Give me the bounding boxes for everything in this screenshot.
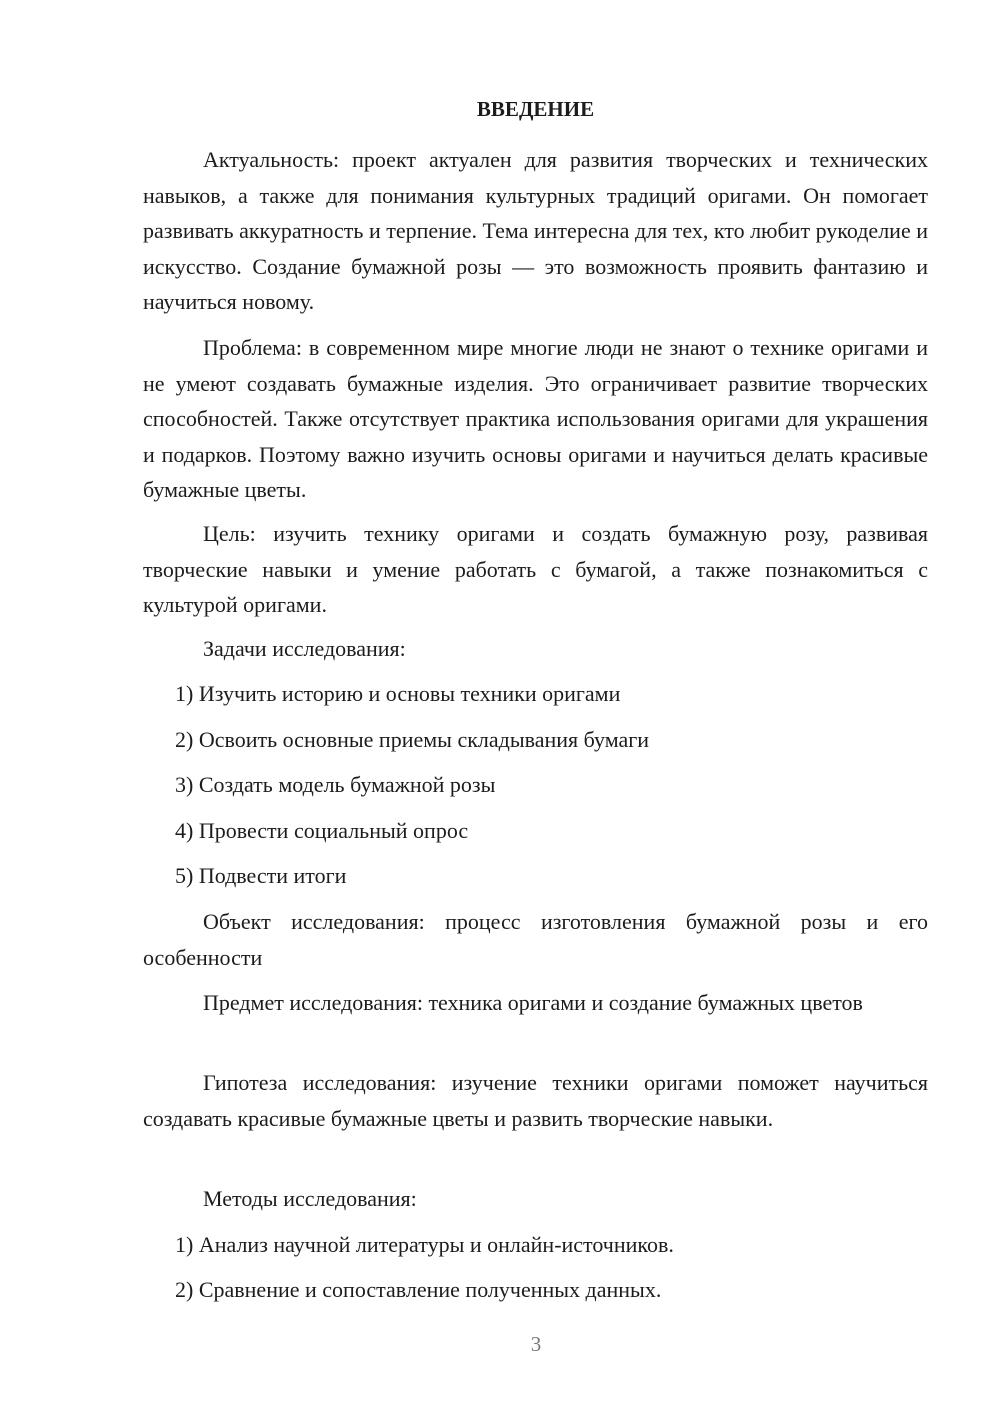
method-item: 2) Сравнение и сопоставление полученных данных. — [175, 1277, 662, 1302]
page-number: 3 — [530, 1332, 542, 1356]
task-item: 4) Провести социальный опрос — [175, 818, 469, 843]
methods-label: Методы исследования: — [203, 1186, 417, 1211]
task-item: 5) Подвести итоги — [175, 863, 347, 888]
tasks-label: Задачи исследования: — [203, 636, 406, 661]
page-title: ВВЕДЕНИЕ — [476, 97, 595, 121]
task-item: 2) Освоить основные приемы складывания бумаги — [175, 727, 650, 752]
task-item: 3) Создать модель бумажной розы — [175, 772, 496, 797]
relevance-paragraph: Актуальность: проект актуален для развития творческих и технических навыков, а также для понимания культурных традиций оригами. Он помогает развивать аккуратность и терпение. Тема интересна для тех, кто любит рукоделие и искусство. Создание бумажной розы — это возможность проявить фантазию и научиться новому. — [143, 147, 928, 314]
problem-paragraph: Проблема: в современном мире многие люди не знают о технике оригами и не умеют создавать бумажные изделия. Это ограничивает развитие творческих способностей. Также отсутствует практика использования оригами для украшения и подарков. Поэтому важно изучить основы оригами и научиться делать красивые бумажные цветы. — [143, 335, 928, 502]
hypothesis-paragraph: Гипотеза исследования: изучение техники оригами поможет научиться создавать красивые бумажные цветы и развить творческие навыки. — [143, 1070, 928, 1131]
task-item: 1) Изучить историю и основы техники оригами — [175, 681, 621, 706]
object-paragraph: Объект исследования: процесс изготовления бумажной розы и его особенности — [143, 909, 928, 970]
subject-paragraph: Предмет исследования: техника оригами и создание бумажных цветов — [203, 990, 863, 1015]
method-item: 1) Анализ научной литературы и онлайн-источников. — [175, 1232, 674, 1257]
goal-paragraph: Цель: изучить технику оригами и создать бумажную розу, развивая творческие навыки и умение работать с бумагой, а также познакомиться с культурой оригами. — [143, 521, 928, 617]
